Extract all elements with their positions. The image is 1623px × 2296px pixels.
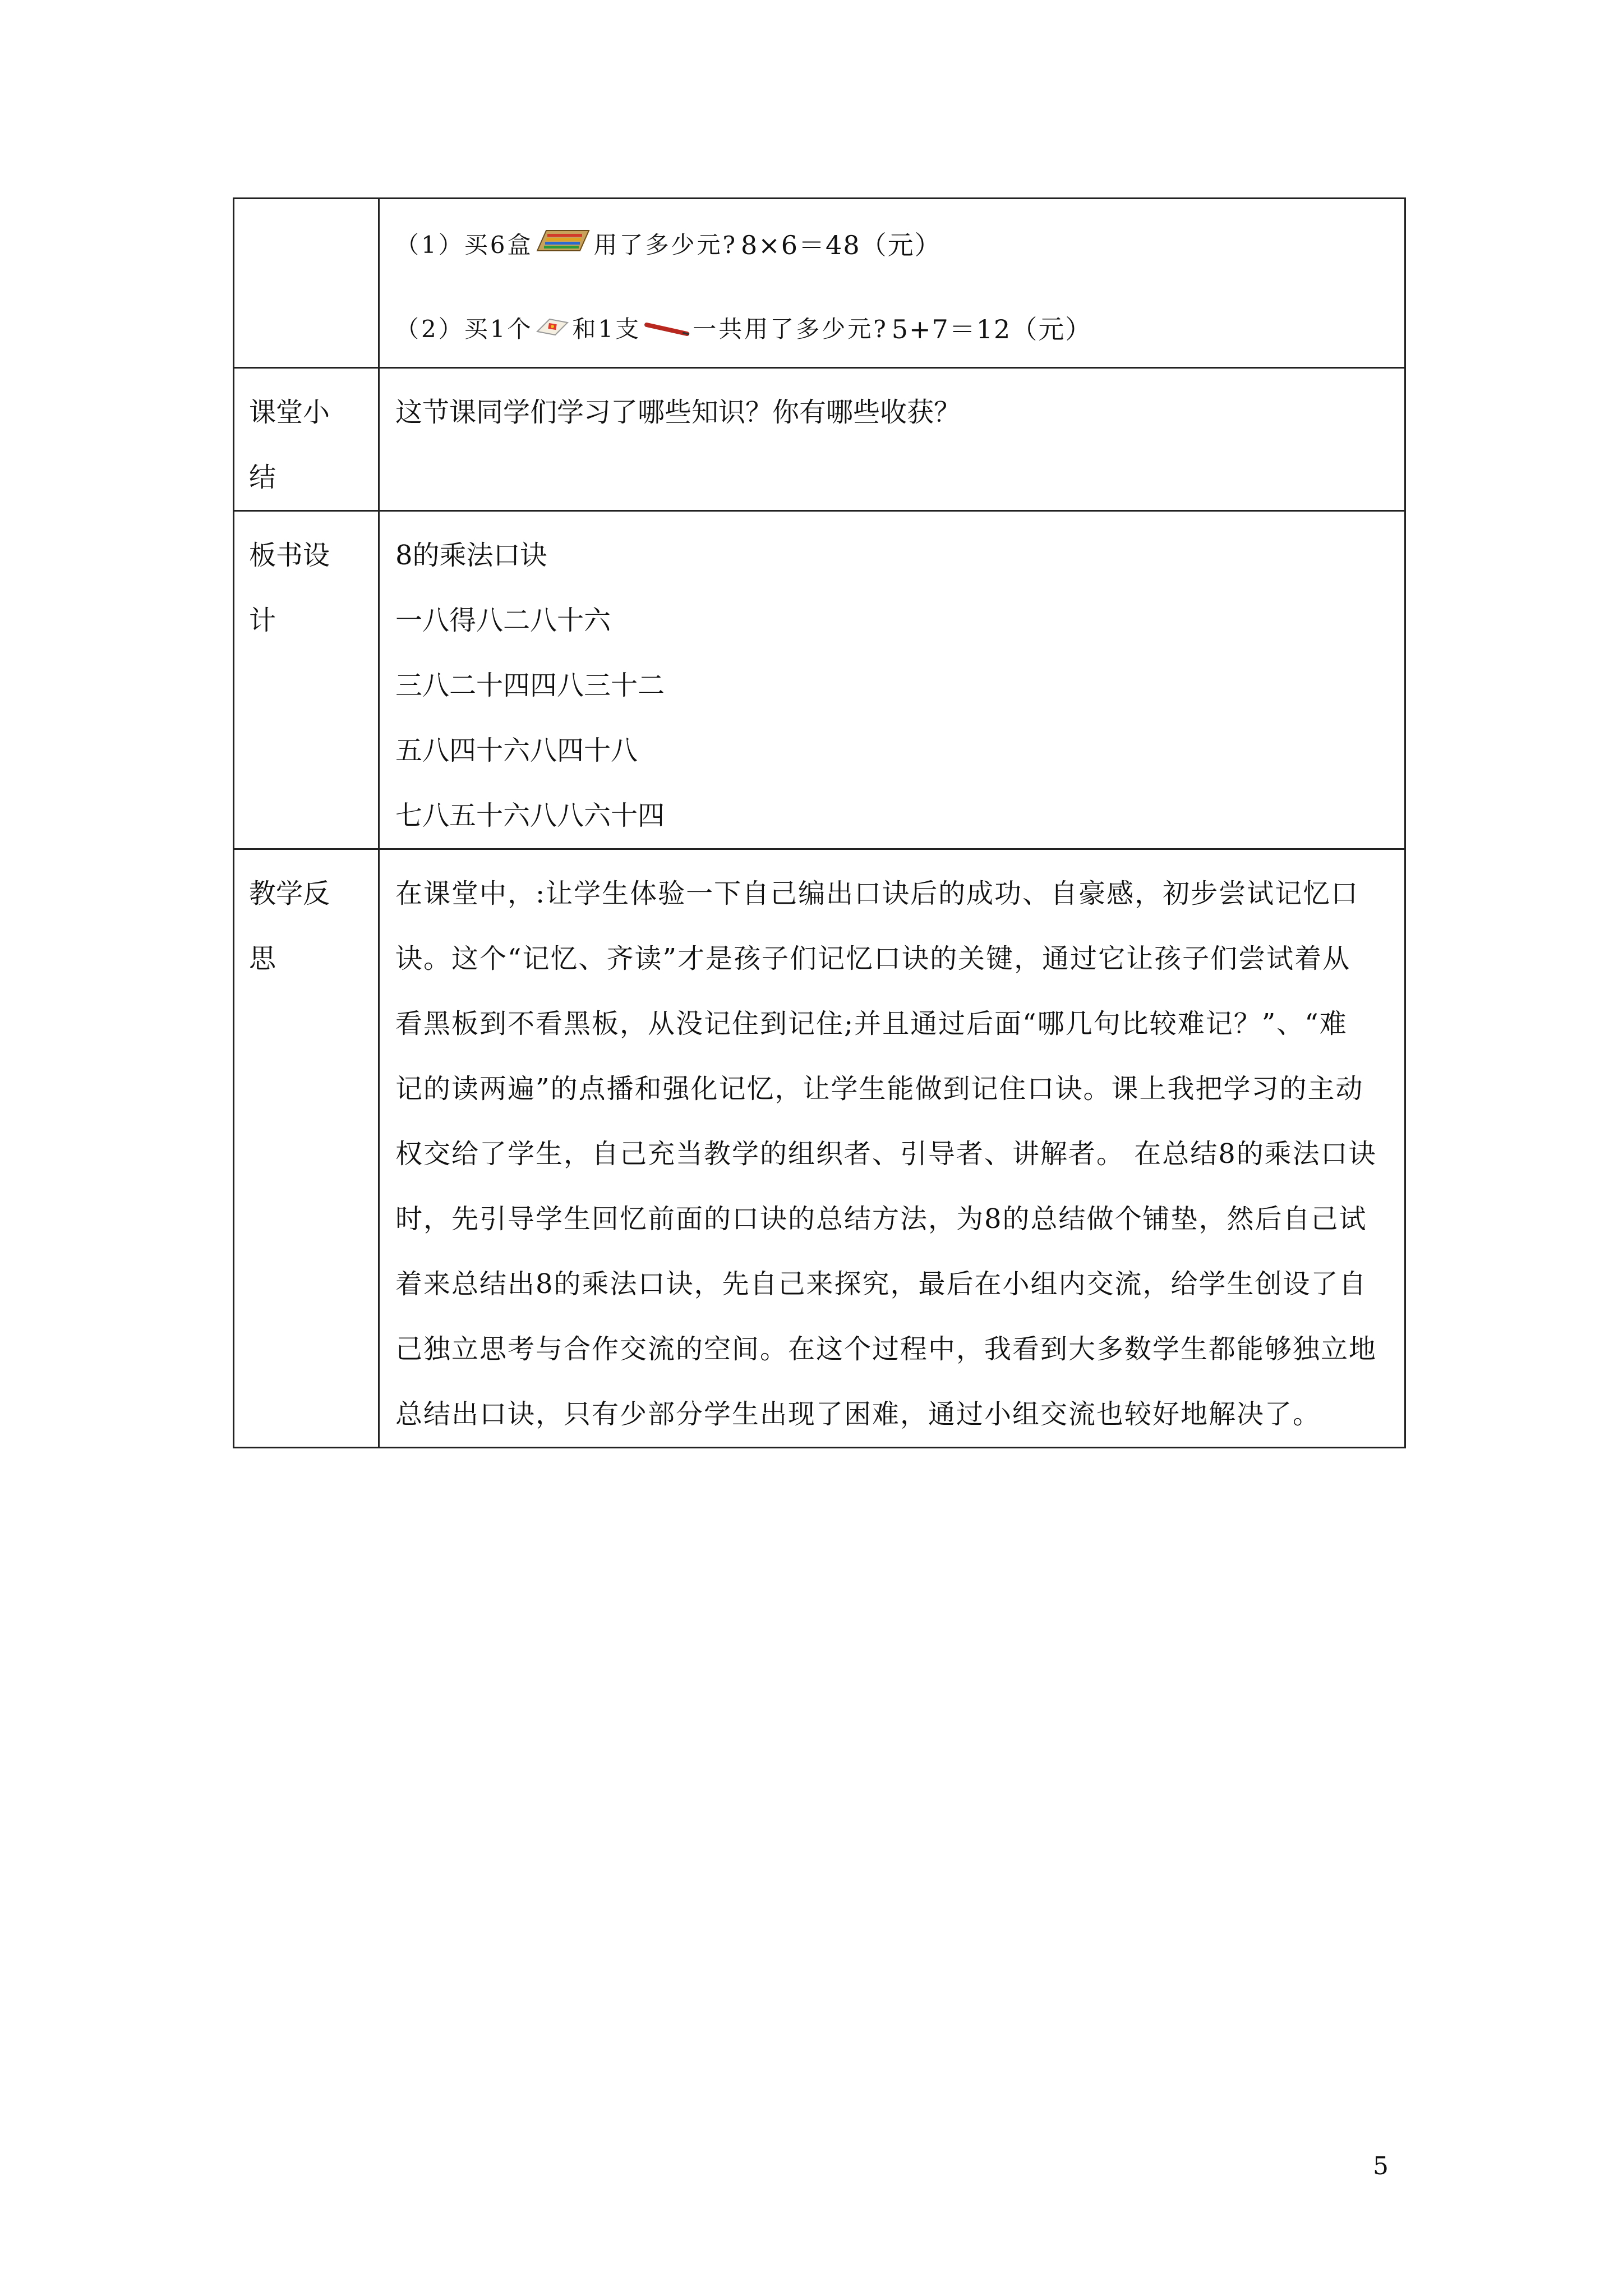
page-number: 5 (1373, 2152, 1389, 2180)
lesson-plan-table (233, 197, 1406, 1448)
question-1-prefix: （1）买6盒 (395, 231, 533, 259)
reflection-line: 记的读两遍”的点播和强化记忆，让学生能做到记住口诀。课上我把学习的主动 (395, 1073, 1364, 1105)
board-label (234, 511, 379, 849)
reflection-line: 着来总结出8的乘法口诀，先自己来探究，最后在小组内交流，给学生创设了自 (395, 1268, 1367, 1300)
question-2-suffix: 一共用了多少元? (693, 315, 888, 343)
question-1-suffix: 用了多少元? (593, 231, 737, 259)
questions-cell (379, 199, 1405, 368)
reflection-line: 看黑板到不看黑板，从没记住到记住;并且通过后面“哪几句比较难记？”、“难 (395, 1008, 1348, 1039)
board-line: 七八五十六八八六十四 (395, 800, 665, 831)
summary-cell (379, 368, 1405, 511)
reflection-line: 权交给了学生，自己充当教学的组织者、引导者、讲解者。 在总结8的乘法口诀 (395, 1138, 1377, 1170)
reflection-label (234, 849, 379, 1448)
reflection-line: 在课堂中，:让学生体验一下自己编出口诀后的成功、自豪感，初步尝试记忆口 (395, 878, 1359, 909)
question-1 (395, 228, 1404, 262)
board-label-line-2: 计 (249, 605, 276, 636)
question-2-prefix: （2）买1个 (395, 315, 533, 343)
crayon-box-icon (535, 227, 591, 262)
table-row-reflection (234, 849, 1405, 1448)
board-label-line-1: 板书设 (249, 540, 330, 571)
question-2-middle: 和1支 (572, 315, 642, 343)
reflection-line: 己独立思考与合作交流的空间。在这个过程中，我看到大多数学生都能够独立地 (395, 1333, 1377, 1365)
table-row-questions (234, 199, 1405, 368)
summary-label (234, 368, 379, 511)
question-2 (395, 312, 1404, 346)
reflection-label-line-1: 教学反 (249, 878, 330, 909)
reflection-line: 时，先引导学生回忆前面的口诀的总结方法，为8的总结做个铺垫，然后自己试 (395, 1203, 1367, 1235)
reflection-cell (379, 849, 1405, 1448)
reflection-label-line-2: 思 (249, 943, 276, 974)
empty-label-cell (234, 199, 379, 368)
board-line: 五八四十六八四十八 (395, 735, 638, 766)
reflection-line: 总结出口诀，只有少部分学生出现了困难，通过小组交流也较好地解决了。 (395, 1398, 1321, 1430)
board-line: 一八得八二八十六 (395, 605, 611, 636)
board-line: 三八二十四四八三十二 (395, 670, 665, 701)
table-row-summary (234, 368, 1405, 511)
summary-label-line-2: 结 (249, 462, 276, 493)
question-2-equation: 5+7＝12（元） (891, 314, 1092, 344)
question-1-equation: 8×6＝48（元） (740, 230, 942, 260)
summary-label-line-1: 课堂小 (249, 397, 330, 428)
summary-text: 这节课同学们学习了哪些知识？你有哪些收获？ (395, 397, 961, 428)
table-row-board-design (234, 511, 1405, 849)
reflection-line: 诀。这个“记忆、齐读”才是孩子们记忆口诀的关键，通过它让孩子们尝试着从 (395, 943, 1351, 974)
board-cell (379, 511, 1405, 849)
pencil-case-icon (535, 312, 570, 346)
board-line: 8的乘法口诀 (395, 540, 547, 571)
pen-icon (643, 312, 690, 346)
